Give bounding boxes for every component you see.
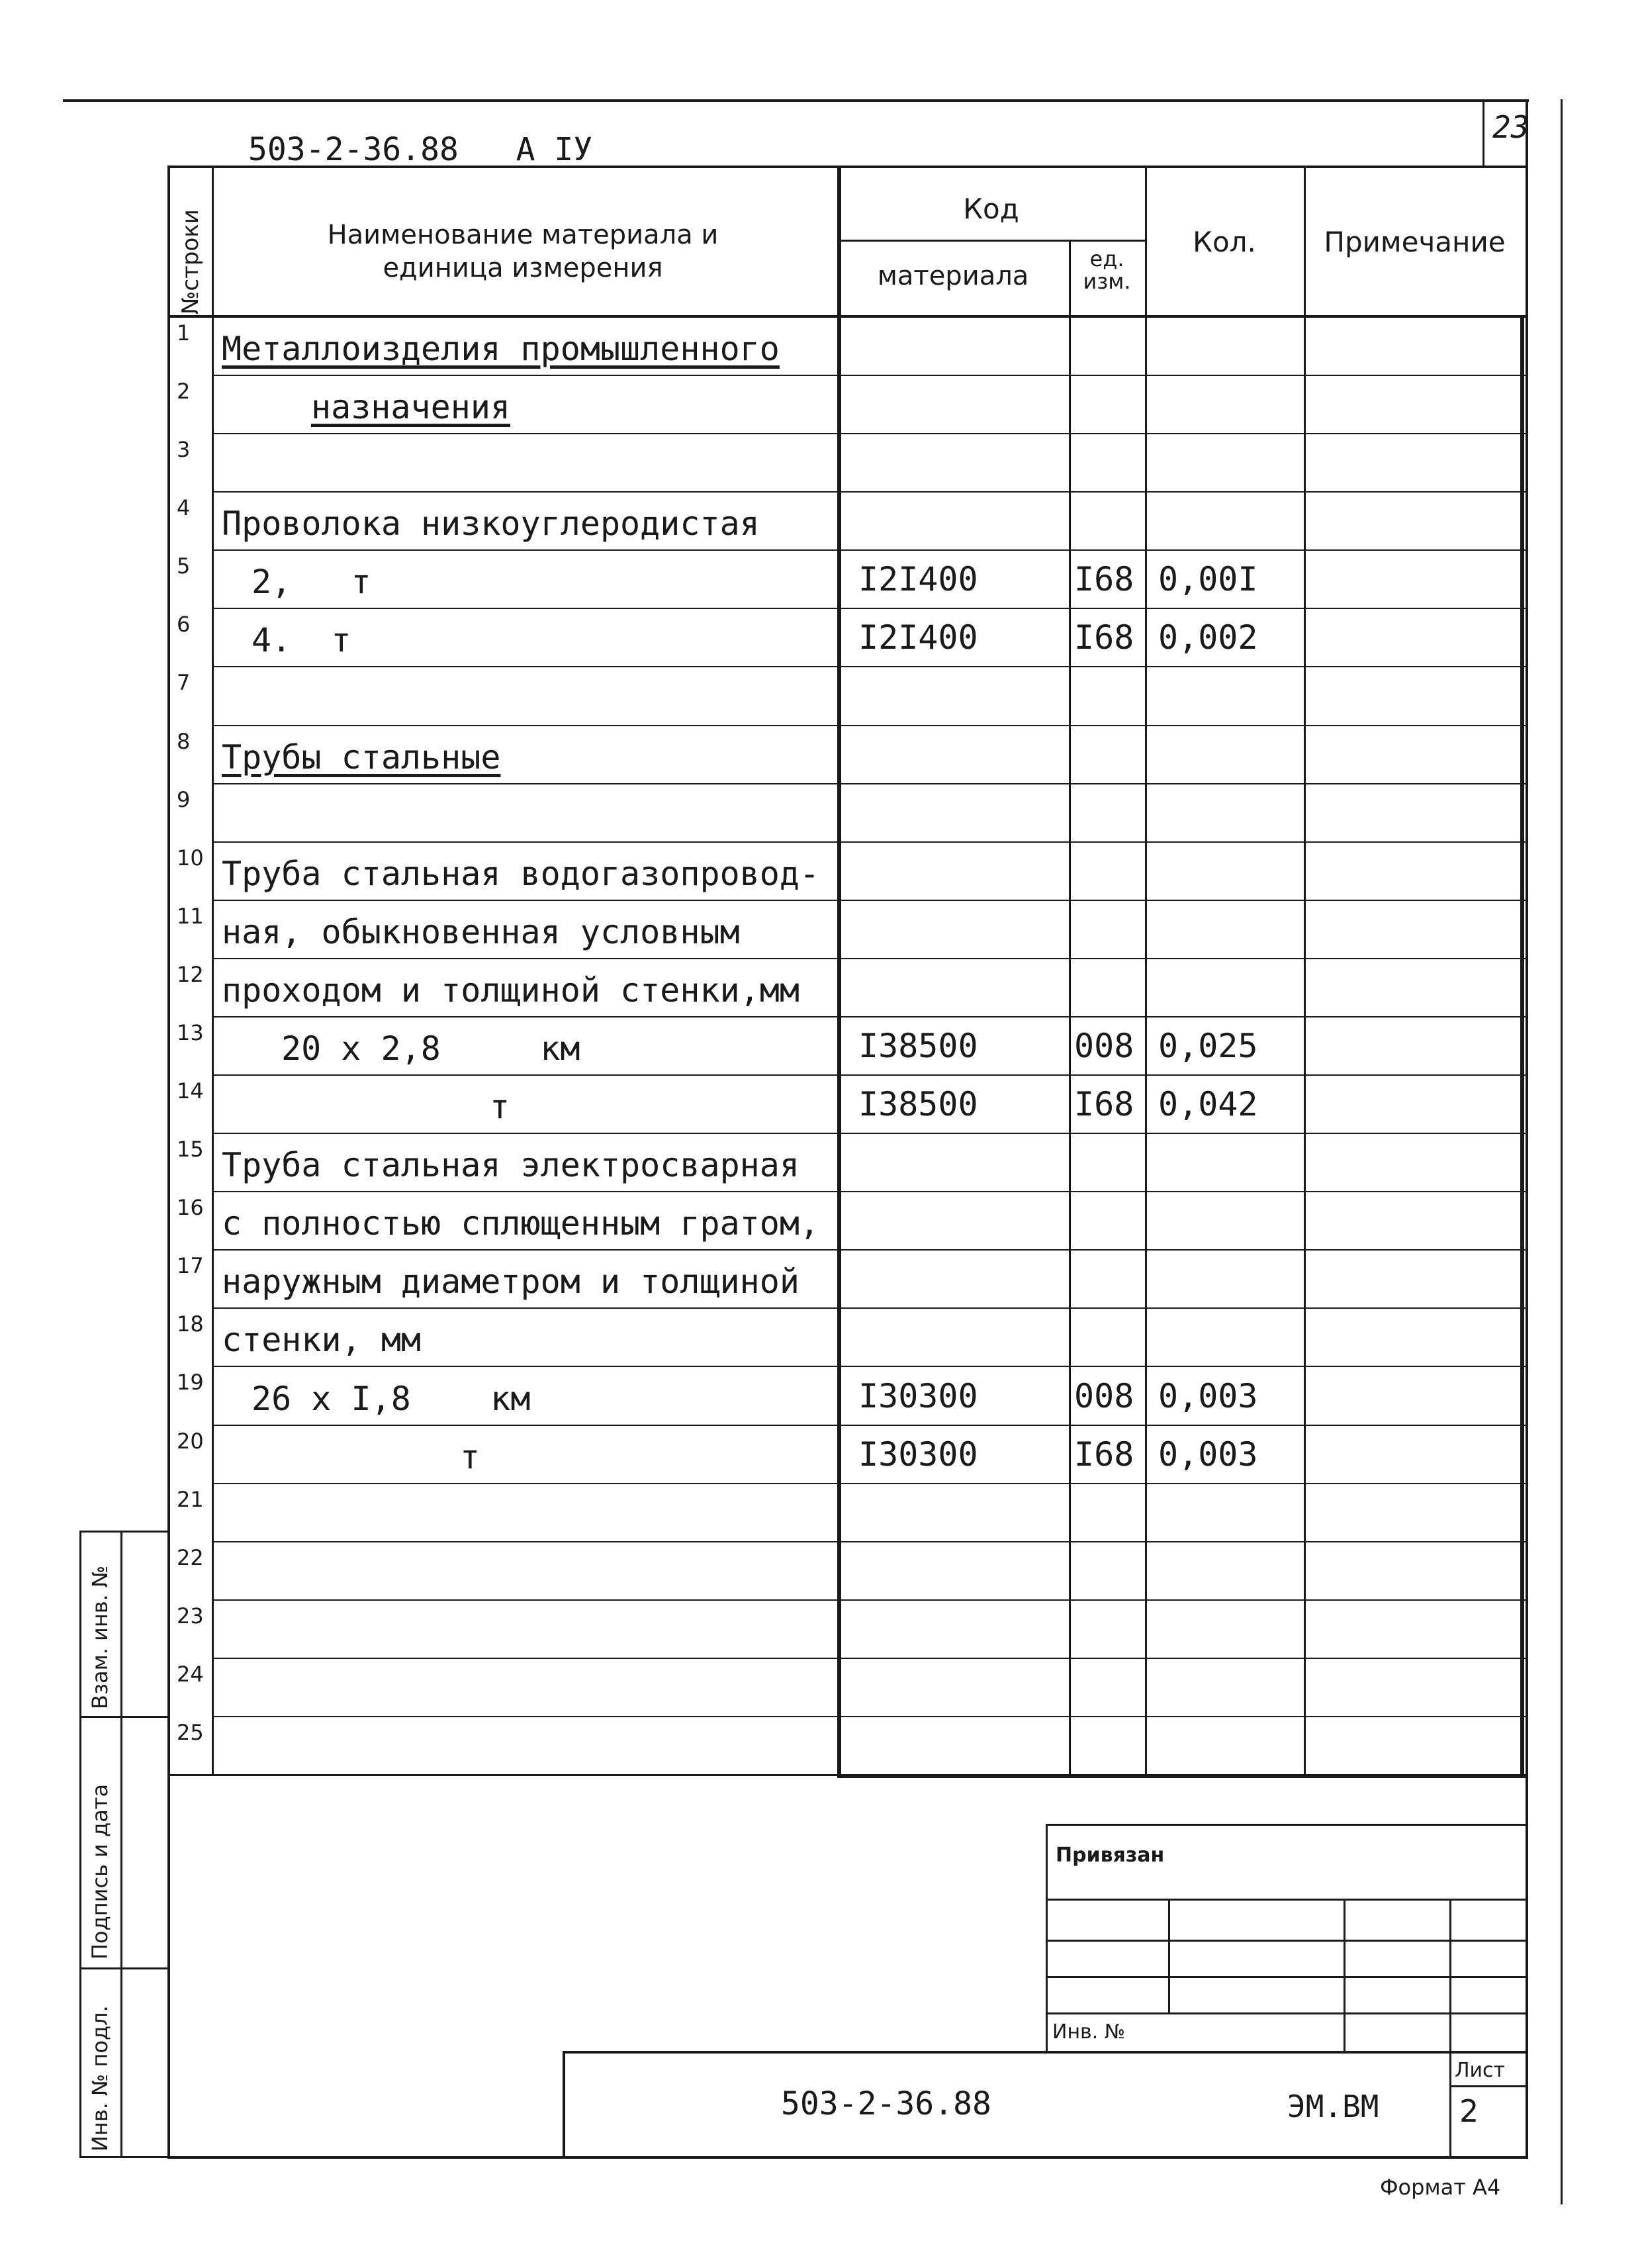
- material-name: стенки, мм: [222, 1321, 422, 1360]
- row-divider: [212, 725, 1526, 726]
- row-divider: [212, 491, 1526, 493]
- sheet-label: Лист: [1455, 2059, 1506, 2082]
- frame-left: [167, 165, 170, 2158]
- row-number: 16: [177, 1195, 204, 1221]
- material-name: 20 х 2,8 км: [281, 1029, 580, 1068]
- row-divider: [212, 900, 1526, 901]
- row-divider: [212, 1483, 1526, 1484]
- corner-box-left: [1482, 99, 1484, 165]
- code-column-header: Код: [963, 193, 1019, 225]
- row-divider: [212, 433, 1526, 434]
- material-code: I30300: [858, 1376, 978, 1415]
- material-code: I38500: [858, 1085, 978, 1124]
- row-number: 7: [177, 670, 191, 696]
- row-number: 3: [177, 437, 191, 463]
- unit-column-line: [1069, 240, 1071, 1774]
- linked-grid-h3: [1046, 1976, 1528, 1978]
- row-divider: [212, 666, 1526, 667]
- unit-code: I68: [1074, 1085, 1134, 1124]
- material-name: ная, обыкновенная условным: [222, 912, 740, 951]
- table-bottom-bold-line: [837, 1774, 1526, 1778]
- row-divider: [212, 1425, 1526, 1426]
- row-divider: [212, 958, 1526, 959]
- material-name: т: [490, 1088, 510, 1127]
- linked-grid-v3: [1449, 1899, 1451, 2052]
- material-name: 26 х I,8 км: [251, 1379, 531, 1418]
- unit-code: I68: [1074, 560, 1134, 599]
- material-code: I30300: [858, 1435, 978, 1474]
- row-number: 4: [177, 495, 191, 521]
- row-number: 13: [177, 1019, 204, 1045]
- row-number: 22: [177, 1544, 204, 1570]
- note-column-line: [1304, 165, 1306, 1774]
- unit-code: I68: [1074, 1435, 1134, 1474]
- material-name: назначения: [311, 388, 511, 427]
- designation: 503-2-36.88: [781, 2085, 991, 2122]
- row-number-header: №строки: [177, 209, 204, 314]
- row-divider: [212, 1366, 1526, 1367]
- unit-code: 008: [1074, 1027, 1134, 1066]
- row-number: 14: [177, 1078, 204, 1104]
- header-bottom-line: [169, 315, 1526, 318]
- table-right-bold-line: [1520, 316, 1524, 1774]
- sheet-corner-number: 23: [1492, 109, 1529, 145]
- quantity: 0,042: [1158, 1085, 1258, 1124]
- row-number: 21: [177, 1486, 204, 1512]
- linked-grid-h4: [1046, 2012, 1528, 2014]
- row-number: 17: [177, 1253, 204, 1279]
- quantity: 0,003: [1158, 1376, 1258, 1415]
- name-column-header: Наименование материала и единица измерения: [327, 220, 719, 283]
- row-divider: [212, 1599, 1526, 1601]
- frame-bottom: [167, 2156, 1528, 2159]
- side-strip-bottom: [79, 2156, 170, 2158]
- linked-box-top: [1046, 1824, 1528, 1826]
- qty-column-header: Кол.: [1193, 226, 1256, 258]
- format-label: Формат А4: [1380, 2175, 1501, 2200]
- row-number: 10: [177, 845, 204, 871]
- row-number: 23: [177, 1603, 204, 1629]
- material-name: Проволока низкоуглеродистая: [222, 504, 760, 543]
- material-name: 4. т: [251, 621, 351, 660]
- qty-column-line: [1145, 165, 1147, 1774]
- frame-right: [1526, 99, 1528, 2158]
- row-number: 12: [177, 961, 204, 987]
- row-number: 9: [177, 786, 191, 812]
- material-name: наружным диаметром и толщиной: [222, 1262, 799, 1301]
- material-name: проходом и толщиной стенки,мм: [222, 970, 799, 1010]
- row-divider: [212, 1307, 1526, 1309]
- inv-podl-label: Инв. № подл.: [87, 2005, 113, 2151]
- code-material-header: материала: [877, 261, 1029, 291]
- material-name: т: [460, 1437, 480, 1476]
- linked-grid-h1: [1046, 1899, 1528, 1901]
- linked-box-left: [1046, 1824, 1048, 2052]
- side-strip-sep2: [79, 1967, 170, 1969]
- row-number: 20: [177, 1428, 204, 1454]
- vzam-inv-label: Взам. инв. №: [87, 1565, 113, 1709]
- note-column-header: Примечание: [1324, 226, 1506, 258]
- top-rule: [63, 99, 1529, 102]
- material-name: Труба стальная электросварная: [222, 1146, 799, 1185]
- page-right-edge: [1561, 99, 1563, 2204]
- material-code: I2I400: [858, 560, 978, 599]
- row-divider: [212, 549, 1526, 551]
- quantity: 0,00I: [1158, 560, 1258, 599]
- side-strip-left: [79, 1531, 81, 2158]
- row-divider: [212, 1133, 1526, 1134]
- code-column-line: [837, 165, 841, 1774]
- linked-label: Привязан: [1056, 1844, 1165, 1867]
- quantity: 0,002: [1158, 618, 1258, 657]
- row-divider: [212, 1716, 1526, 1717]
- inv-no-label: Инв. №: [1052, 2020, 1126, 2044]
- signature-date-label: Подпись и дата: [87, 1783, 113, 1960]
- row-divider: [212, 375, 1526, 376]
- row-divider: [212, 783, 1526, 784]
- row-divider: [212, 1658, 1526, 1659]
- material-name: 2, т: [251, 563, 371, 602]
- row-number: 25: [177, 1719, 204, 1745]
- row-number: 2: [177, 379, 191, 404]
- material-name: Труба стальная водогазопровод-: [222, 854, 820, 893]
- row-number: 19: [177, 1370, 204, 1395]
- quantity: 0,003: [1158, 1435, 1258, 1474]
- row-divider: [212, 1249, 1526, 1251]
- row-divider: [212, 1541, 1526, 1542]
- code-unit-header: ед. изм.: [1083, 246, 1131, 294]
- quantity: 0,025: [1158, 1027, 1258, 1066]
- linked-grid-h2: [1046, 1940, 1528, 1942]
- row-divider: [212, 1016, 1526, 1017]
- sheet-box-sep: [1449, 2085, 1528, 2087]
- material-name: Металлоизделия промышленного: [222, 330, 780, 369]
- doc-header-designation: 503-2-36.88 А IУ: [248, 131, 593, 168]
- row-divider: [212, 608, 1526, 609]
- row-number: 18: [177, 1311, 204, 1337]
- unit-code: I68: [1074, 618, 1134, 657]
- table-bottom-line: [169, 1774, 837, 1776]
- row-number: 24: [177, 1661, 204, 1687]
- main-stamp-left: [563, 2051, 565, 2158]
- main-stamp-top: [563, 2051, 1528, 2054]
- material-code: I2I400: [858, 618, 978, 657]
- code-subheader-line: [837, 240, 1145, 242]
- row-divider: [212, 1074, 1526, 1076]
- linked-grid-v1: [1168, 1899, 1170, 2014]
- row-number: 5: [177, 553, 191, 579]
- material-name: с полностью сплющенным гратом,: [222, 1204, 820, 1243]
- row-number-column-line: [212, 165, 214, 1774]
- sheet-number: 2: [1459, 2093, 1479, 2129]
- row-number: 15: [177, 1137, 204, 1162]
- row-number: 1: [177, 320, 191, 346]
- side-strip-top: [79, 1531, 170, 1533]
- material-name: Трубы стальные: [222, 737, 501, 777]
- row-divider: [212, 1191, 1526, 1192]
- row-divider: [212, 841, 1526, 843]
- row-number: 6: [177, 612, 191, 638]
- document-mark: ЭМ.ВМ: [1287, 2089, 1379, 2124]
- material-code: I38500: [858, 1027, 978, 1066]
- row-number: 11: [177, 903, 204, 929]
- linked-grid-v2: [1344, 1899, 1346, 2052]
- row-number: 8: [177, 728, 191, 754]
- sheet-box-left: [1449, 2051, 1451, 2158]
- side-strip-sep1: [79, 1716, 170, 1718]
- side-strip-mid: [120, 1531, 122, 2158]
- unit-code: 008: [1074, 1376, 1134, 1415]
